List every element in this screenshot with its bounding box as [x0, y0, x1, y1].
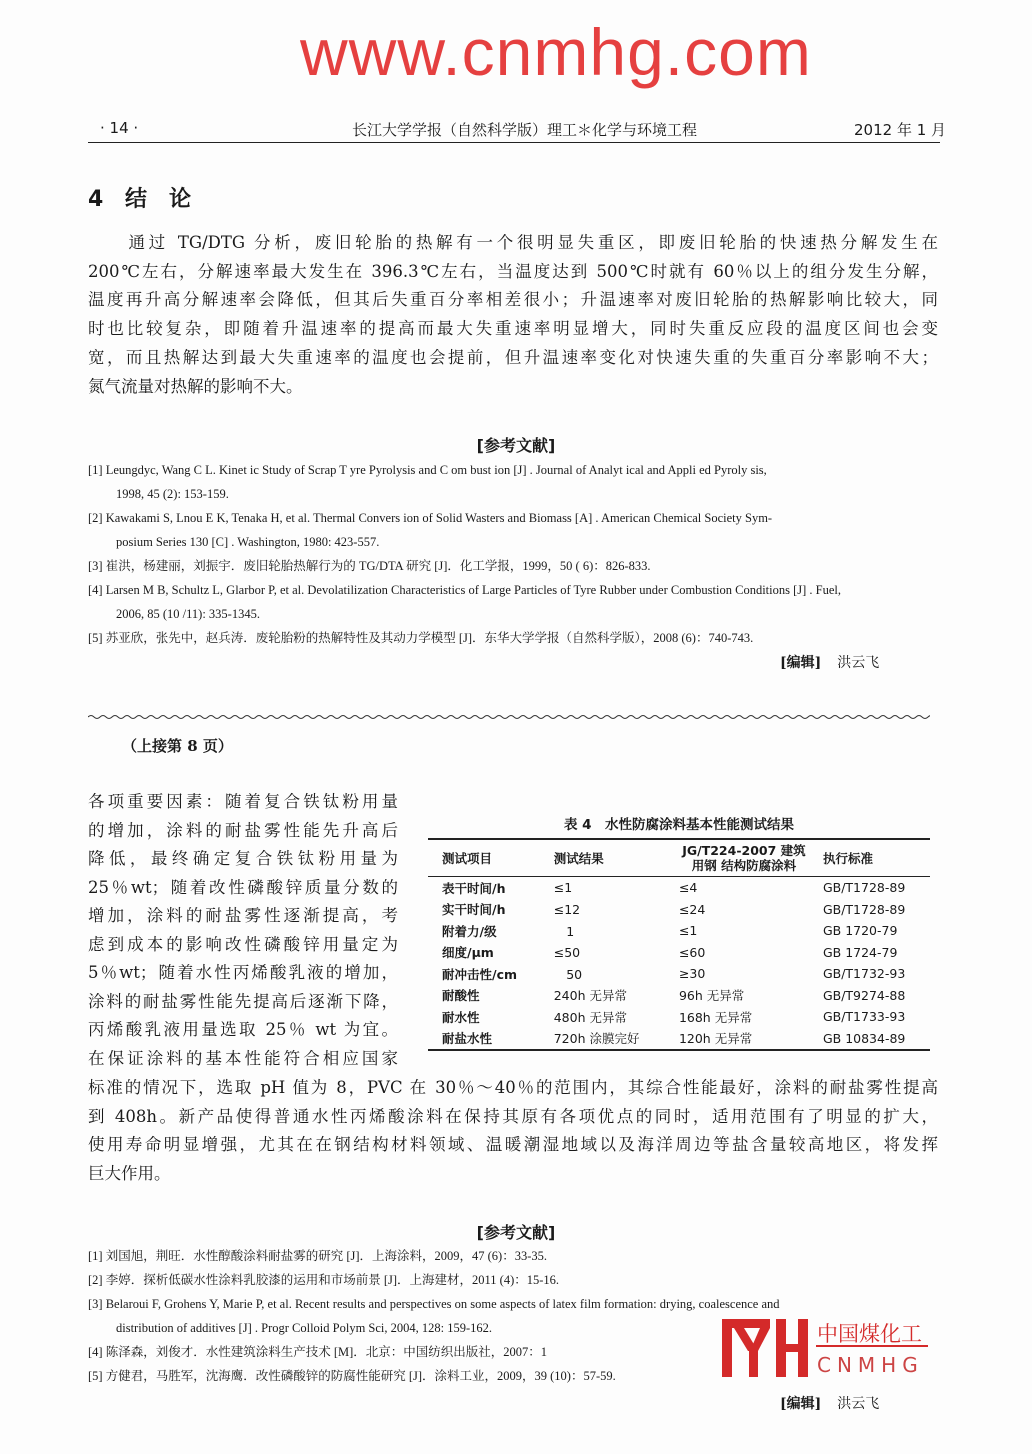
column-header: 执行标准 [809, 839, 930, 877]
text-line: 标准的情况下，选取 pH 值为 8，PVC 在 30％～40％的范围内，其综合性能最好，涂料的耐盐雾性提高 [88, 1078, 938, 1097]
table-cell: ≤1 [553, 880, 573, 896]
section-heading [88, 182, 191, 213]
table-cell: 96h 无异常 [678, 988, 745, 1004]
reference-item: posium Series 130 [C] . Washington, 1980: 423-557. [116, 535, 380, 549]
text-line: 通过 TG/DTG 分析，废旧轮胎的热解有一个很明显失重区，即废旧轮胎的快速热分解发生在 [88, 233, 938, 252]
reference-item: [5] 苏亚欣，张先中，赵兵涛．废轮胎粉的热解特性及其动力学模型 [J]．东华大学学报（自然科学版），2008 (6)：740-743. [88, 631, 754, 645]
editor-credit-2 [780, 1393, 879, 1413]
table-cell: ≥30 [678, 966, 706, 982]
table-cell: 168h 无异常 [678, 1009, 753, 1025]
text-line: 200℃左右，分解速率最大发生在 396.3℃左右，当温度达到 500℃时就有 60％以上的组分发生分解， [88, 261, 938, 281]
issue-date: 2012 年 1 月 [854, 121, 947, 139]
reference-item: [4] Larsen M B, Schultz L, Glarbor P, et al. Devolatilization Characteristics of Large Particles of Tyre Rubber under Combustion Conditions [J] . Fuel, [88, 583, 842, 597]
text-line: 到 408h。新产品使得普通水性丙烯酸涂料在保持其原有各项优点的同时，适用范围有了明显的扩大， [88, 1106, 938, 1126]
table-cell: 附着力/级 [442, 923, 497, 939]
table-row [428, 1028, 930, 1051]
text-line: 氮气流量对热解的影响不大。 [88, 376, 303, 396]
page-number: · 14 · [100, 119, 139, 137]
text-line: 温度再升高分解速率会降低，但其后失重百分率相差很小；升温速率对废旧轮胎的热解影响比较大，同 [88, 290, 938, 310]
text-line: 5％wt；随着水性丙烯酸乳液的增加， [88, 963, 398, 982]
table-row [428, 963, 930, 985]
text-line: 宽，而且热解达到最大失重速率的温度也会提前，但升温速率变化对快速失重的失重百分率影响不大； [88, 347, 938, 367]
text-line: 使用寿命明显增强，尤其在在钢结构材料领域、温暖潮湿地域以及海洋周边等盐含量较高地区，将发挥 [88, 1135, 938, 1154]
table-cell: GB 1724-79 [822, 944, 898, 960]
text-line: 增加，涂料的耐盐雾性逐渐提高，考 [88, 906, 398, 925]
column-header: JG/T224-2007 建筑用钢 结构防腐涂料 [665, 839, 809, 877]
text-line: 的增加，涂料的耐盐雾性能先升高后 [88, 820, 398, 840]
reference-item: distribution of additives [J] . Progr Colloid Polym Sci, 2004, 128: 159-162. [116, 1321, 493, 1335]
table-row [428, 920, 930, 942]
reference-item: [3] 崔洪，杨建丽，刘振宇．废旧轮胎热解行为的 TG/DTA 研究 [J]．化工学报，1999，50 ( 6)：826-833. [88, 559, 651, 573]
table-cell: 表干时间/h [442, 880, 506, 896]
svg-text:CNMHG: CNMHG [817, 1353, 924, 1377]
table-cell: 耐水性 [442, 1009, 480, 1025]
watermark-text: www.cnmhg.com [300, 15, 812, 89]
table-row [428, 985, 930, 1007]
svg-text:中国煤化工: 中国煤化工 [817, 1322, 922, 1346]
reference-item: [2] 李婷．探析低碳水性涂料乳胶漆的运用和市场前景 [J]．上海建材，2011 (4)：15-16. [88, 1273, 560, 1287]
table-cell: 耐酸性 [442, 988, 480, 1004]
reference-item: 1998, 45 (2): 153-159. [116, 487, 229, 501]
journal-name: 长江大学学报（自然科学版）理工＊化学与环境工程 [352, 121, 698, 139]
table-cell: GB/T1728-89 [822, 901, 906, 917]
table-cell: 耐盐水性 [442, 1031, 493, 1047]
header-rule [88, 142, 940, 143]
section-number: 4 [88, 187, 104, 212]
table-row [428, 1006, 930, 1028]
text-line: 降低，最终确定复合铁钛粉用量为 [88, 849, 398, 868]
table-cell: GB/T1732-93 [822, 966, 906, 982]
table-header-row [428, 839, 930, 877]
table-cell: 240h 无异常 [553, 988, 627, 1004]
text-line: 涂料的耐盐雾性能先提高后逐渐下降， [88, 991, 398, 1011]
test-results-table [428, 838, 930, 1051]
table-row [428, 877, 930, 899]
table-cell: ≤50 [553, 944, 581, 960]
editor-name: 洪云飞 [837, 1396, 880, 1412]
cnmhg-logo [720, 1317, 930, 1379]
reference-item: 2006, 85 (10 /11): 335-1345. [116, 607, 260, 621]
table-row [428, 899, 930, 921]
reference-item: [5] 方健君，马胜军，沈海鹰．改性磷酸锌的防腐性能研究 [J]．涂料工业，2009，39 (10)：57-59. [88, 1369, 616, 1383]
table-cell: GB/T1728-89 [822, 880, 906, 896]
text-line: 巨大作用。 [88, 1163, 171, 1183]
table-row [428, 942, 930, 964]
continued-note: （上接第 8 页） [122, 737, 233, 755]
table-cell: GB/T1733-93 [822, 1009, 906, 1025]
text-line: 在保证涂料的基本性能符合相应国家 [88, 1048, 398, 1068]
text-line: 虑到成本的影响改性磷酸锌用量定为 [88, 934, 398, 954]
table-cell: ≤24 [678, 901, 706, 917]
table-cell: 480h 无异常 [553, 1009, 627, 1025]
text-line: 25％wt；随着改性磷酸锌质量分数的 [88, 877, 398, 897]
table-cell: 120h 无异常 [678, 1031, 753, 1047]
reference-item: [1] Leungdyc, Wang C L. Kinet ic Study of Scrap T yre Pyrolysis and C om bust ion [J] . Journal of Analyt ical and Appli ed Pyroly sis, [88, 463, 767, 477]
table-cell: 720h 涂膜完好 [553, 1031, 640, 1047]
reference-item: [1] 刘国旭，荆旺．水性醇酸涂料耐盐雾的研究 [J]．上海涂料，2009，47 (6)：33-35. [88, 1249, 548, 1263]
table-cell: 50 [553, 966, 583, 982]
editor-credit [780, 652, 879, 672]
table-caption: 表 4 水性防腐涂料基本性能测试结果 [563, 817, 795, 833]
section-title: 结 论 [124, 187, 191, 212]
table-cell: 1 [553, 923, 575, 939]
references-title: [参考文献] [476, 436, 556, 455]
text-line: 丙烯酸乳液用量选取 25％ wt 为宜。 [88, 1020, 398, 1039]
table-cell: GB 10834-89 [822, 1030, 906, 1046]
editor-name: 洪云飞 [837, 655, 880, 671]
editor-label: [编辑] [780, 1396, 822, 1412]
table-cell: GB/T9274-88 [822, 987, 906, 1003]
table-cell: ≤60 [678, 944, 706, 960]
table-cell: ≤4 [678, 880, 698, 896]
reference-item: [3] Belaroui F, Grohens Y, Marie P, et al. Recent results and perspectives on some aspects of latex film formation: drying, coalescence and [88, 1297, 780, 1311]
references-title-2: [参考文献] [476, 1223, 556, 1242]
table-cell: GB 1720-79 [822, 923, 898, 939]
wavy-divider [88, 712, 930, 722]
reference-item: [4] 陈泽森，刘俊才．水性建筑涂料生产技术 [M]．北京：中国纺织出版社，2007：1 [88, 1345, 548, 1359]
table-cell: ≤1 [678, 923, 698, 939]
editor-label: [编辑] [780, 655, 822, 671]
column-header: 测试结果 [540, 839, 665, 877]
text-line: 时也比较复杂，即随着升温速率的提高而最大失重速率明显增大，同时失重反应段的温度区间也会变 [88, 319, 938, 339]
column-header: 测试项目 [428, 839, 540, 877]
table-cell: ≤12 [553, 901, 581, 917]
table-cell: 耐冲击性/cm [442, 966, 518, 982]
table-cell: 细度/μm [442, 945, 494, 961]
text-line: 各项重要因素：随着复合铁钛粉用量 [88, 792, 398, 811]
reference-item: [2] Kawakami S, Lnou E K, Tenaka H, et al. Thermal Convers ion of Solid Wasters and Biomass [A] . American Chemical Society Sym- [88, 511, 773, 525]
table-cell: 实干时间/h [442, 902, 506, 918]
